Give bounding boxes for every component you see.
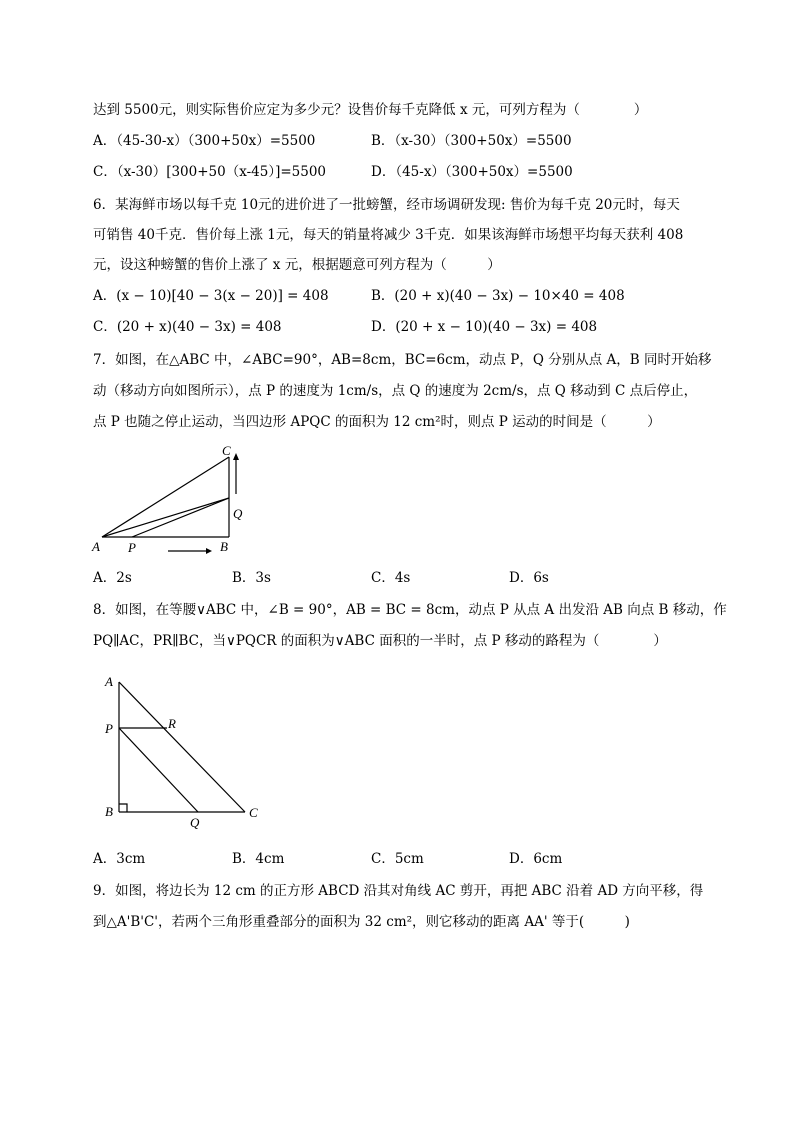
q8-option-c[interactable]: C．5cm: [371, 851, 424, 867]
q5-option-d[interactable]: D．（45-x）（300+50x）=5500: [371, 164, 573, 180]
q7-segment-pq: [132, 498, 229, 537]
q7-label-p: P: [128, 540, 136, 555]
q7-arrowhead-up-icon: [233, 453, 239, 460]
q6-option-b[interactable]: B．(20 + x)(40 − 3x) − 10×40 = 408: [371, 288, 625, 304]
q7-option-d[interactable]: D．6s: [509, 570, 549, 586]
q7-label-q: Q: [233, 506, 243, 521]
q5-option-c[interactable]: C．（x-30）[300+50（x-45）]=5500: [93, 164, 327, 180]
q6-option-c[interactable]: C．(20 + x)(40 − 3x) = 408: [93, 319, 282, 335]
q8-stem-line2: PQ∥AC，PR∥BC，当∨PQCR 的面积为∨ABC 面积的一半时，点 P 移动的路程为（ ）: [93, 633, 667, 649]
q8-option-b[interactable]: B．4cm: [232, 851, 285, 867]
q8-label-a: A: [105, 674, 113, 689]
q7-label-c: C: [222, 443, 231, 458]
q6-option-d[interactable]: D．(20 + x − 10)(40 − 3x) = 408: [371, 319, 598, 335]
q7-side-ac: [102, 457, 229, 537]
q6-option-a[interactable]: A．(x − 10)[40 − 3(x − 20)] = 408: [93, 288, 329, 304]
q8-option-a[interactable]: A．3cm: [93, 851, 146, 867]
q7-triangle-figure: [88, 440, 258, 560]
q8-stem-line1: 8．如图，在等腰∨ABC 中，∠B = 90°，AB = BC = 8cm，动点 P 从点 A 出发沿 AB 向点 B 移动，作: [93, 602, 727, 618]
q8-label-b: B: [105, 804, 113, 819]
q8-label-p: P: [105, 721, 113, 736]
q5-option-a[interactable]: A．（45-30-x）（300+50x）=5500: [93, 133, 316, 149]
q8-right-angle-icon: [119, 804, 127, 812]
q6-stem-line2: 可销售 40千克．售价每上涨 1元，每天的销量将减少 3千克．如果该海鲜市场想平均每天获利 408: [93, 227, 684, 243]
q8-label-c: C: [249, 805, 258, 820]
q8-triangle-figure: [100, 670, 270, 830]
q7-option-c[interactable]: C．4s: [371, 570, 411, 586]
q7-arrowhead-right-icon: [206, 548, 212, 554]
q7-stem-line3: 点 P 也随之停止运动，当四边形 APQC 的面积为 12 cm²时，则点 P 运动的时间是（ ）: [93, 414, 661, 430]
q8-option-d[interactable]: D．6cm: [509, 851, 563, 867]
q7-option-b[interactable]: B．3s: [232, 570, 271, 586]
q8-segment-pq: [119, 728, 198, 812]
q5-option-b[interactable]: B．（x-30）（300+50x）=5500: [371, 133, 572, 149]
q9-stem-line1: 9．如图，将边长为 12 cm 的正方形 ABCD 沿其对角线 AC 剪开，再把 ABC 沿着 AD 方向平移，得: [93, 883, 704, 899]
q7-stem-line2: 动（移动方向如图所示），点 P 的速度为 1cm/s，点 Q 的速度为 2cm/s，点 Q 移动到 C 点后停止，: [93, 383, 698, 399]
q7-segment-aq: [102, 498, 229, 537]
q5-stem-tail: 达到 5500元，则实际售价应定为多少元？设售价每千克降低 x 元，可列方程为（ ）: [93, 102, 648, 118]
q8-side-ac: [119, 682, 245, 812]
q7-stem-line1: 7．如图，在△ABC 中，∠ABC=90°，AB=8cm，BC=6cm，动点 P，Q 分别从点 A，B 同时开始移: [93, 352, 712, 368]
q9-stem-line2: 到△A'B'C'，若两个三角形重叠部分的面积为 32 cm²，则它移动的距离 AA' 等于( ): [93, 914, 630, 930]
q7-label-b: B: [220, 539, 228, 554]
q7-option-a[interactable]: A．2s: [93, 570, 132, 586]
q7-label-a: A: [92, 539, 100, 554]
q8-label-r: R: [168, 716, 176, 731]
q6-stem-line1: 6．某海鲜市场以每千克 10元的进价进了一批螃蟹，经市场调研发现: 售价为每千克 20元时，每天: [93, 197, 680, 213]
q8-label-q: Q: [190, 815, 200, 830]
q6-stem-line3: 元，设这种螃蟹的售价上涨了 x 元，根据题意可列方程为（ ）: [93, 257, 501, 273]
